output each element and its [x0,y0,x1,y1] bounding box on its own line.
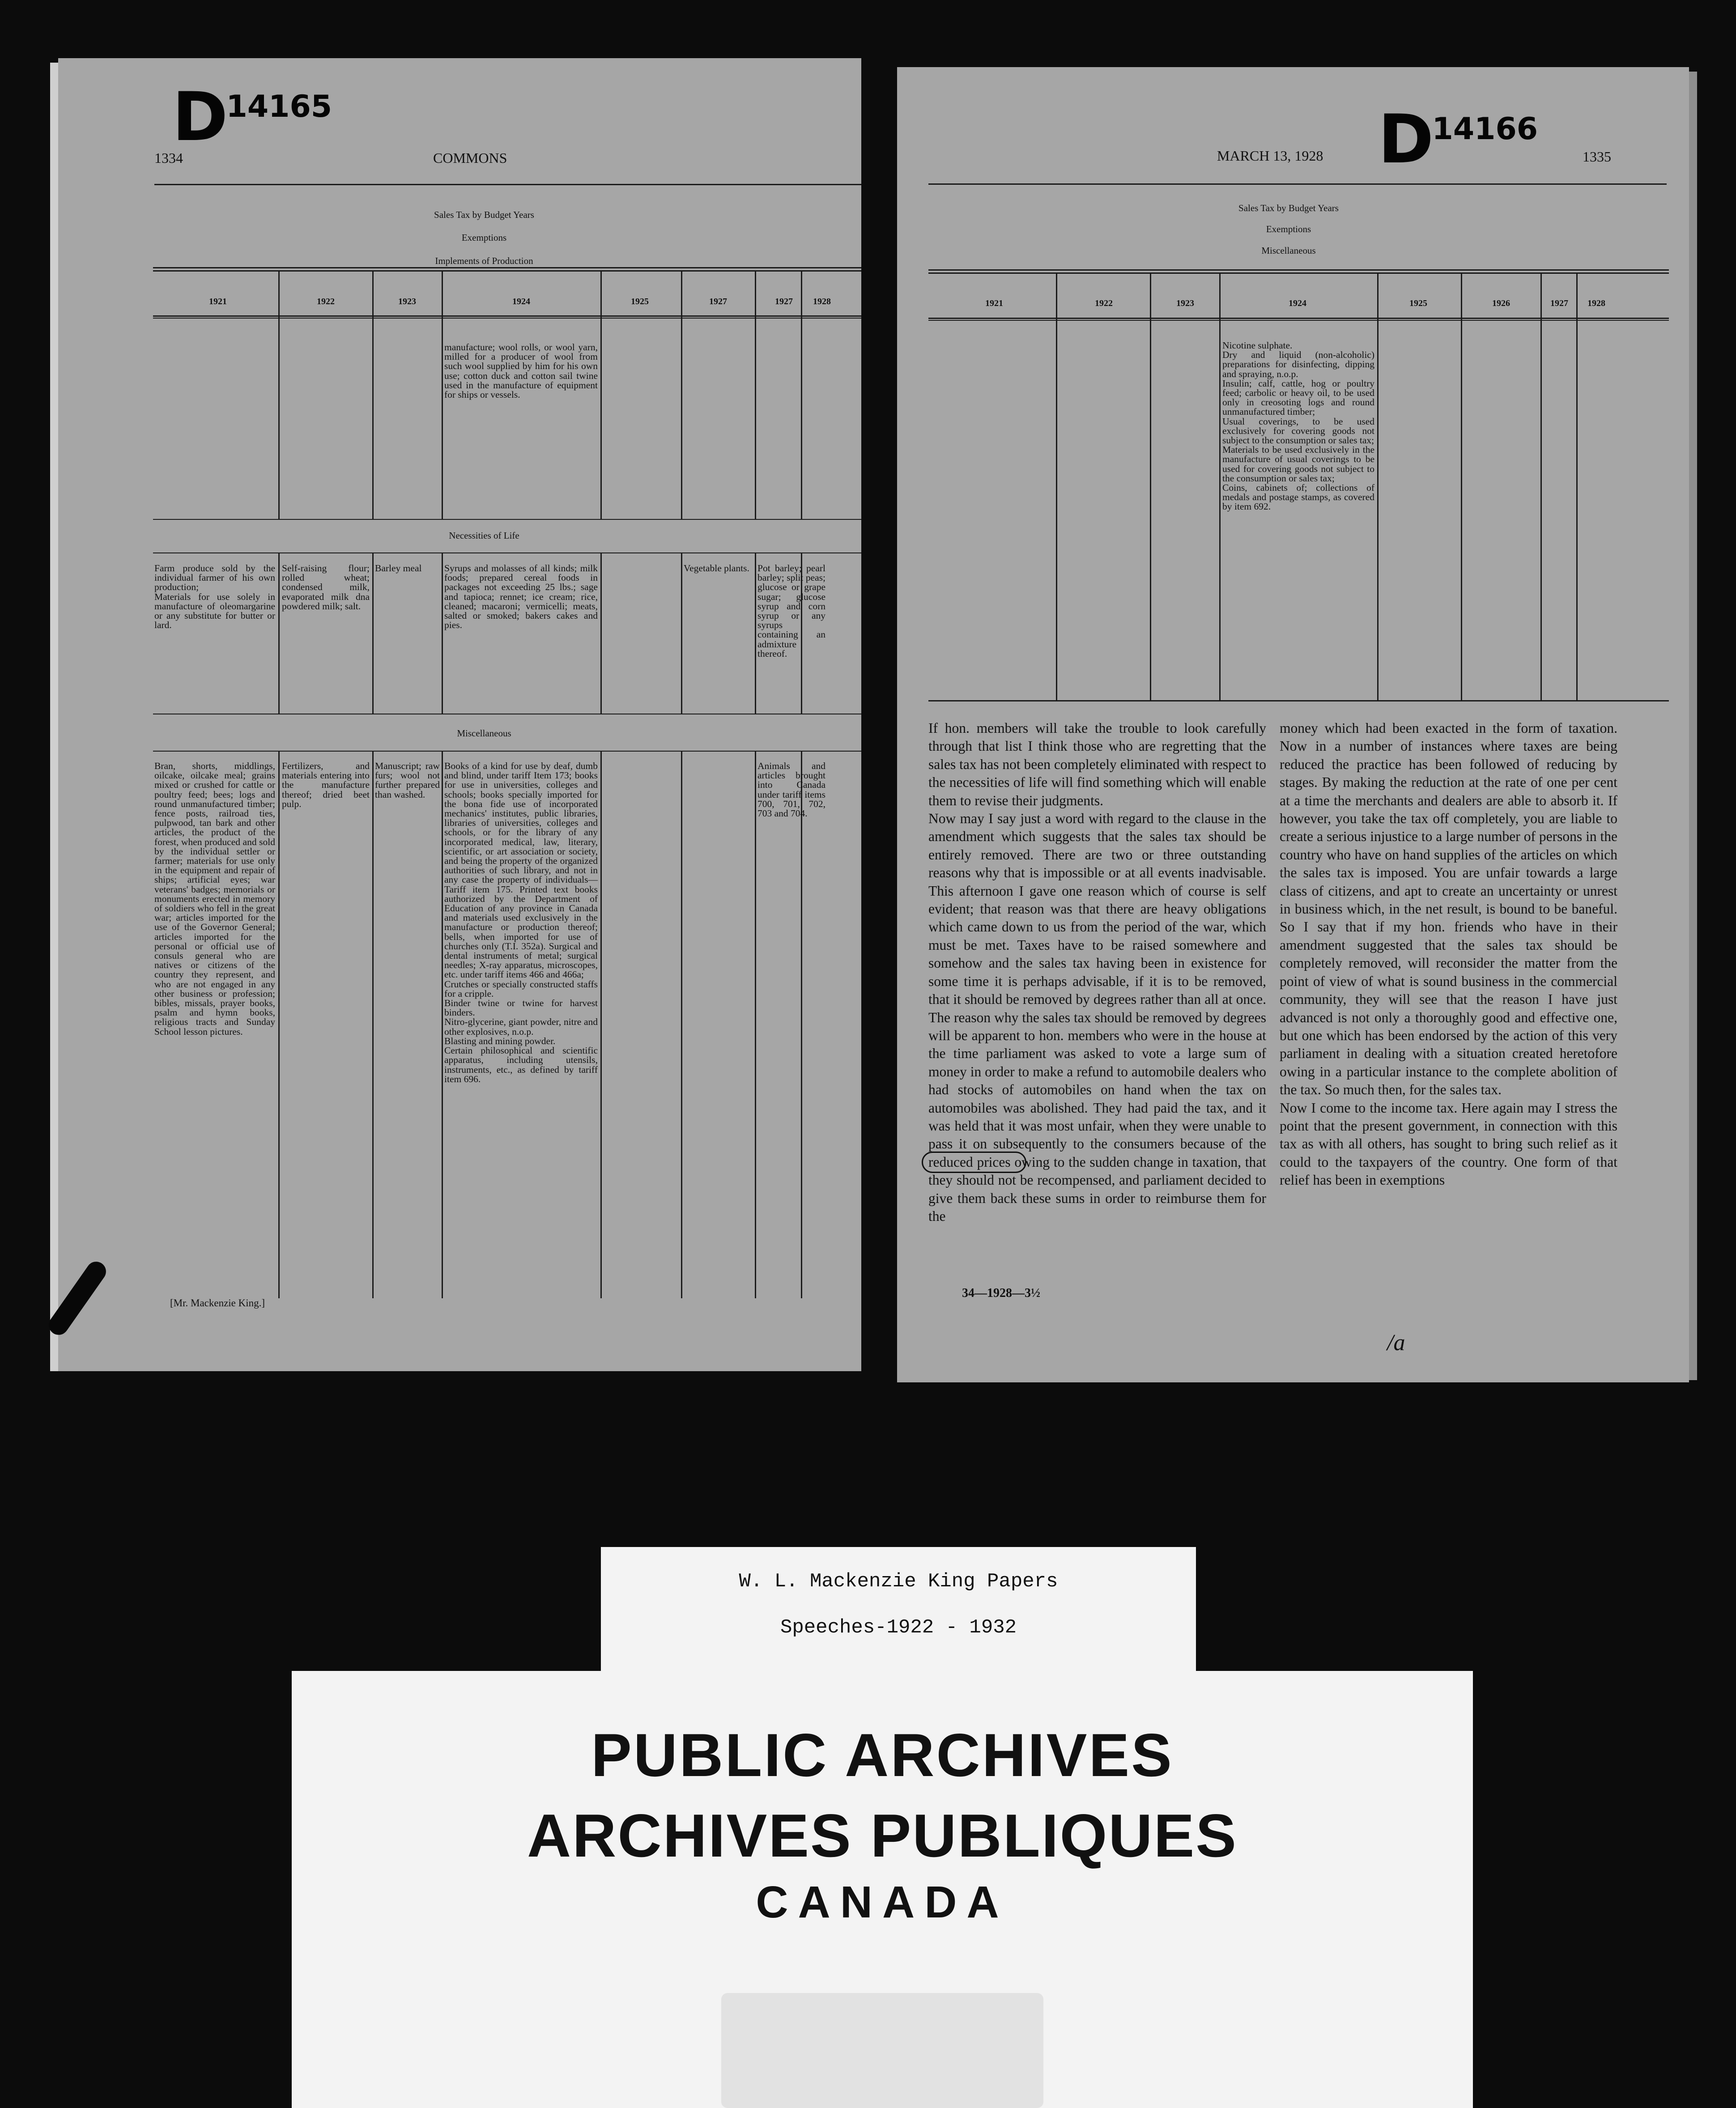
table-title: Sales Tax by Budget Years [434,209,534,220]
page-number: 1334 [154,150,183,166]
implements-1924-cell: manufacture; wool rolls, or wool yarn, milled for a producer of wool from such wool supplied by him for his own use; cotton duck and cotton sail twine used in the manufacture of equipment for ships or vessels. [444,342,598,400]
document-stamp: D14166 [1378,101,1538,178]
column-header: 1927 [709,297,727,306]
column-header: 1925 [1409,298,1427,308]
necessities-1922-cell: Self-raising flour; rolled wheat; condensed milk, evaporated milk dna powdered milk; salt. [282,563,370,612]
table-subtitle: Exemptions [1266,224,1311,234]
date-head: MARCH 13, 1928 [1217,148,1323,164]
misc-1921-cell: Bran, shorts, middlings, oilcake, oilcake meal; grains mixed or crushed for cattle or poultry feed; bees; logs and round unmanufactured timber; fence posts, railroad ties, pulpwood, tan bark and other articles, the product of the forest, when produced and sold by the individual settler or farmer; materials for use only in the equipment and repair of ships; artificial eyes; war veterans' badges; memorials or monuments erected in memory of soldiers who fell in the great war; articles imported for the use of the Governor General; articles imported for the personal or official use of consuls general who are natives or citizens of the country they represent, and who are not engaged in any other business or profession; bibles, missals, prayer books, psalm and hymn books, religious tracts and Sunday School lesson pictures. [154,761,275,1037]
column-header: 1922 [317,297,335,306]
misc-1922-cell: Fertilizers, and materials entering into the manufacture thereof; dried beet pulp. [282,761,370,809]
head-rule [154,184,861,185]
body-text-column-2: money which had been exacted in the form of taxation. Now in a number of instances where taxes are being reduced the practice has been followed of reducing by stages. By making the reduction at the rate of one per cent at a time the merchants and dealers are able to absorb it. If however, you take the tax off completely, you are liable to create a serious injustice to a large number of persons in the country who have on hand supplies of the articles on which the sales tax is imposed. You are unfair towards a large class of citizens, and apt to create an uncertainty or unrest in business which, in the net result, is bound to be baneful. So I say that if my hon. friends who have in their amendment suggested that the sales tax should be completely removed, will reconsider the matter from the point of view of what is sound business in the commercial community, they will see that the reason I have just advanced is not only a thoroughly good and effective one, but one which has been endorsed by the action of this very parliament in dealing with a situation created heretofore owing in a particular instance to the complete abolition of the tax. So much then, for the sales tax. Now I come to the income tax. Here again may I stress the point that the present government, in connection with this tax as with all others, has sought to bring such relief as it could to the taxpayers of the country. One form of that relief has been in exemptions [1280,720,1617,1188]
handwritten-annotation: /a [1387,1330,1405,1356]
page-number: 1335 [1583,149,1611,165]
necessities-1924-cell: Syrups and molasses of all kinds; milk foods; prepared cereal foods in packages not exceeding 25 lbs.; sage and tapioca; rennet; ice cream; rice, cleaned; macaroni; vermicelli; meats, salted or smoked; bakers cakes and pies. [444,563,598,631]
running-head: COMMONS [433,150,507,166]
right-page [897,67,1689,1382]
page-stack-edge [1689,72,1697,1380]
necessities-1921-cell: Farm produce sold by the individual farmer of his own production; Materials for use solely in manufacture of oleomargarine or any substitute for butter or lard. [154,563,275,631]
necessities-1925-cell: Vegetable plants. [684,563,749,574]
column-header: 1921 [985,298,1003,308]
column-header: 1927 [1550,298,1568,308]
column-header: 1928 [1587,298,1605,308]
necessities-1927-cell: Pot barley; pearl barley; split peas; glucose or grape sugar; glucose syrup and corn syrup or any syrups containing an admixture thereof. [757,563,825,659]
archives-card [292,1671,1473,2108]
misc-1927-cell: Animals and articles brought into Canada under tariff items 700, 701, 702, 703 and 704. [757,761,825,819]
archives-title-en: PUBLIC ARCHIVES [591,1721,1174,1789]
column-header: 1928 [813,297,831,306]
column-header: 1924 [1289,298,1306,308]
table-section: Implements of Production [435,255,533,266]
collection-name: W. L. Mackenzie King Papers [739,1570,1058,1593]
collection-series: Speeches-1922 - 1932 [780,1616,1017,1639]
misc-1923-cell: Manuscript; raw furs; wool not further prepared than washed. [375,761,440,800]
column-header: 1924 [512,297,530,306]
table-subtitle: Exemptions [461,232,507,243]
misc-1924-cell: Nicotine sulphate. Dry and liquid (non-alcoholic) preparations for disinfecting, dipping and spraying, n.o.p. Insulin; calf, cattle, hog or poultry feed; carbolic or heavy oil, to be used only in creosoting logs and round unmanufactured timber; Usual coverings, to be used exclusively for covering goods not subject to the consumption or sales tax; Materials to be used exclusively in the manufacture of usual coverings to be used for covering goods not subject to the consumption or sales tax; Coins, cabinets of; collections of medals and postage stamps, as covered by item 692. [1222,340,1374,512]
section-heading-miscellaneous: Miscellaneous [457,728,511,739]
column-header: 1926 [1492,298,1510,308]
pencil-circle-mark [922,1152,1026,1173]
column-header: 1927 [775,297,793,306]
section-heading-necessities: Necessities of Life [449,530,519,541]
archives-title-fr: ARCHIVES PUBLIQUES [527,1802,1238,1870]
document-stamp: D14165 [172,78,332,156]
column-header: 1925 [631,297,649,306]
column-header: 1922 [1095,298,1113,308]
printer-signature: 34—1928—3½ [962,1286,1040,1300]
table-title: Sales Tax by Budget Years [1238,203,1339,213]
archives-country: CANADA [756,1877,1009,1927]
left-page [58,58,861,1371]
column-header: 1923 [398,297,416,306]
table-section: Miscellaneous [1261,245,1316,256]
head-rule [928,183,1667,185]
necessities-1923-cell: Barley meal [375,563,422,574]
column-header: 1923 [1176,298,1194,308]
body-text-column-1: If hon. members will take the trouble to look carefully through that list I think those who are regretting that the sales tax has not been completely eliminated with respect to the necessities of life will find something which will enable them to revise their judgments. Now may I say just a word with regard to the clause in the amendment which suggests that the sales tax should be entirely removed. There are two or three outstanding reasons why that is impossible or at all events inadvisable. This afternoon I gave one reason which of course is self evident; that reason was that there are heavy obligations which came down to us from the period of the war, which must be met. Taxes have to be raised somewhere and somehow and the sales tax having been in existence for some time it is perhaps advisable, if it is to be removed, that it should be removed by degrees rather than all at once. The reason why the sales tax should be removed by degrees will be apparent to hon. members who were in the house at the time parliament was asked to vote a large sum of money in order to make a refund to automobile dealers who had stocks of automobiles on hand when the tax on automobiles was abolished. They had paid the tax, and it was held that it was most unfair, when they were unable to pass it on subsequently to the consumers because of the reduced prices owing to the sudden change in taxation, that they should not be recompensed, and parliament decided to give them back these sums in order to reimburse them for the [928,720,1266,1224]
column-header: 1921 [209,297,227,306]
tape-mark [721,1993,1043,2108]
misc-1924-cell: Books of a kind for use by deaf, dumb and blind, under tariff Item 173; books for use in universities, colleges and schools; books specially imported for the bona fide use of incorporated mechanics' institutes, public libraries, libraries of universities, colleges and schools, or for the library of any incorporated medical, law, literary, scientific, or art association or society, and being the property of the organized authorities of such library, and not in any case the property of individuals—Tariff item 175. Printed text books authorized by the Department of Education of any province in Canada and materials used exclusively in the manufacture or production thereof; bells, when imported for use of churches only (T.I. 352a). Surgical and dental instruments of metal; surgical needles; X-ray apparatus, microscopes, etc. under tariff items 466 and 466a; Crutches or specially constructed staffs for a cripple. Binder twine or twine for harvest binders. Nitro-glycerine, giant powder, nitre and other explosives, n.o.p. Blasting and mining powder. Certain philosophical and scientific apparatus, including utensils, instruments, etc., as defined by tariff item 696. [444,761,598,1084]
speaker-footer: [Mr. Mackenzie King.] [170,1297,265,1309]
